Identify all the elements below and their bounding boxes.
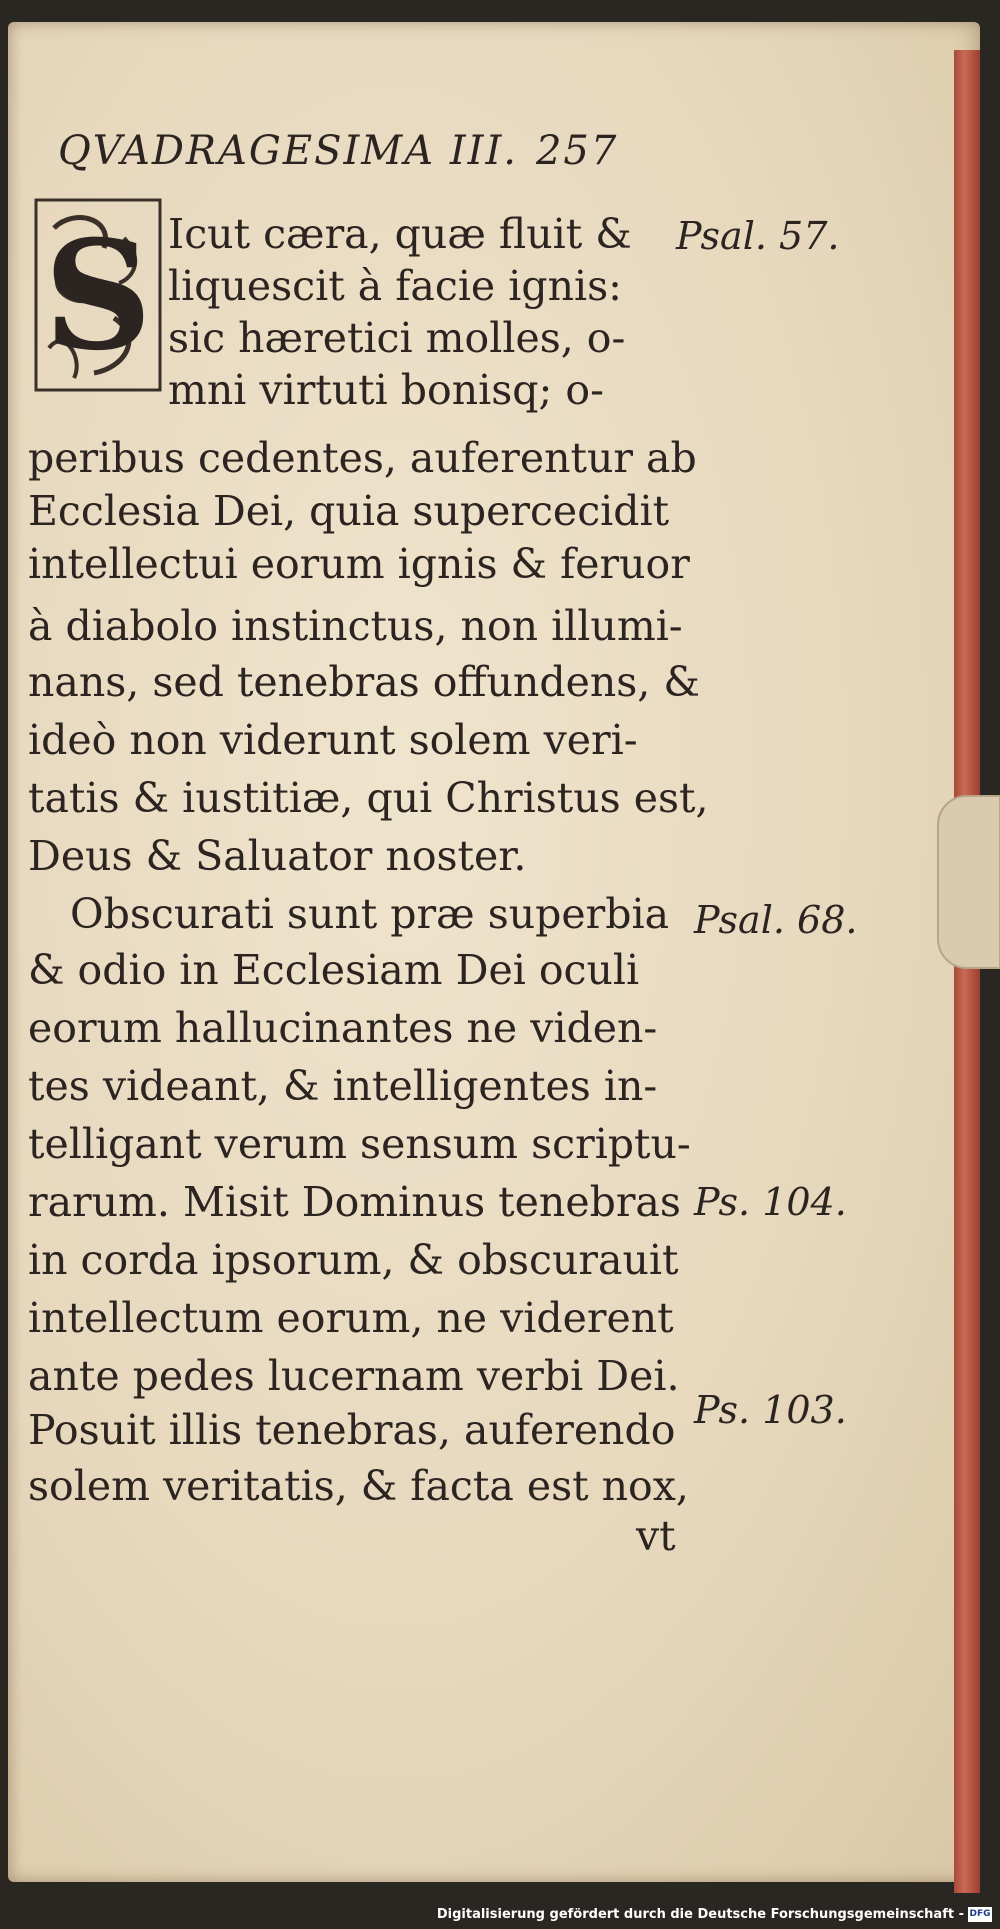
drop-cap-letter: S xyxy=(43,208,153,384)
text-line: telligant verum sensum scriptu- xyxy=(28,1120,691,1168)
text-line: intellectum eorum, ne viderent xyxy=(28,1294,674,1342)
text-line: ante pedes lucernam verbi Dei. xyxy=(28,1352,680,1400)
margin-note: Ps. 103. xyxy=(694,1388,847,1432)
margin-note: Ps. 104. xyxy=(694,1180,847,1224)
text-line: tes videant, & intelligentes in- xyxy=(28,1062,658,1110)
text-line: ideò non viderunt solem veri- xyxy=(28,716,638,764)
text-line: mni virtuti bonisq; o- xyxy=(168,366,604,414)
text-line: tatis & iustitiæ, qui Christus est, xyxy=(28,774,709,822)
dfg-logo: DFG xyxy=(968,1907,992,1922)
page-number: 257 xyxy=(535,128,619,174)
text-line: nans, sed tenebras offundens, & xyxy=(28,658,700,706)
text-line: Posuit illis tenebras, auferendo xyxy=(28,1406,676,1454)
text-line: Icut cæra, quæ fluit & xyxy=(168,210,632,258)
book-clasp xyxy=(937,795,1000,969)
text-line: Ecclesia Dei, quia supercecidit xyxy=(28,487,670,535)
header-title: QVADRAGESIMA III. xyxy=(58,128,518,174)
text-line: & odio in Ecclesiam Dei oculi xyxy=(28,946,640,994)
catchword: vt xyxy=(636,1512,676,1560)
text-line: intellectui eorum ignis & feruor xyxy=(28,540,690,588)
margin-note: Psal. 57. xyxy=(676,214,840,258)
text-line: Deus & Saluator noster. xyxy=(28,832,527,880)
text-line: solem veritatis, & facta est nox, xyxy=(28,1462,689,1510)
text-line: peribus cedentes, auferentur ab xyxy=(28,434,697,482)
text-line: Obscurati sunt præ superbia xyxy=(70,890,670,938)
text-line: eorum hallucinantes ne viden- xyxy=(28,1004,658,1052)
text-line: rarum. Misit Dominus tenebras xyxy=(28,1178,681,1226)
text-line: liquescit à facie ignis: xyxy=(168,262,622,310)
margin-note: Psal. 68. xyxy=(694,898,858,942)
text-line: à diabolo instinctus, non illumi- xyxy=(28,602,683,650)
page-edge xyxy=(954,50,980,1898)
text-line: in corda ipsorum, & obscurauit xyxy=(28,1236,679,1284)
running-header xyxy=(58,128,618,174)
decorated-initial xyxy=(34,198,162,392)
text-line: sic hæretici molles, o- xyxy=(168,314,626,362)
digitization-credit: Digitalisierung gefördert durch die Deutsche Forschungsgemeinschaft - xyxy=(436,1907,964,1922)
